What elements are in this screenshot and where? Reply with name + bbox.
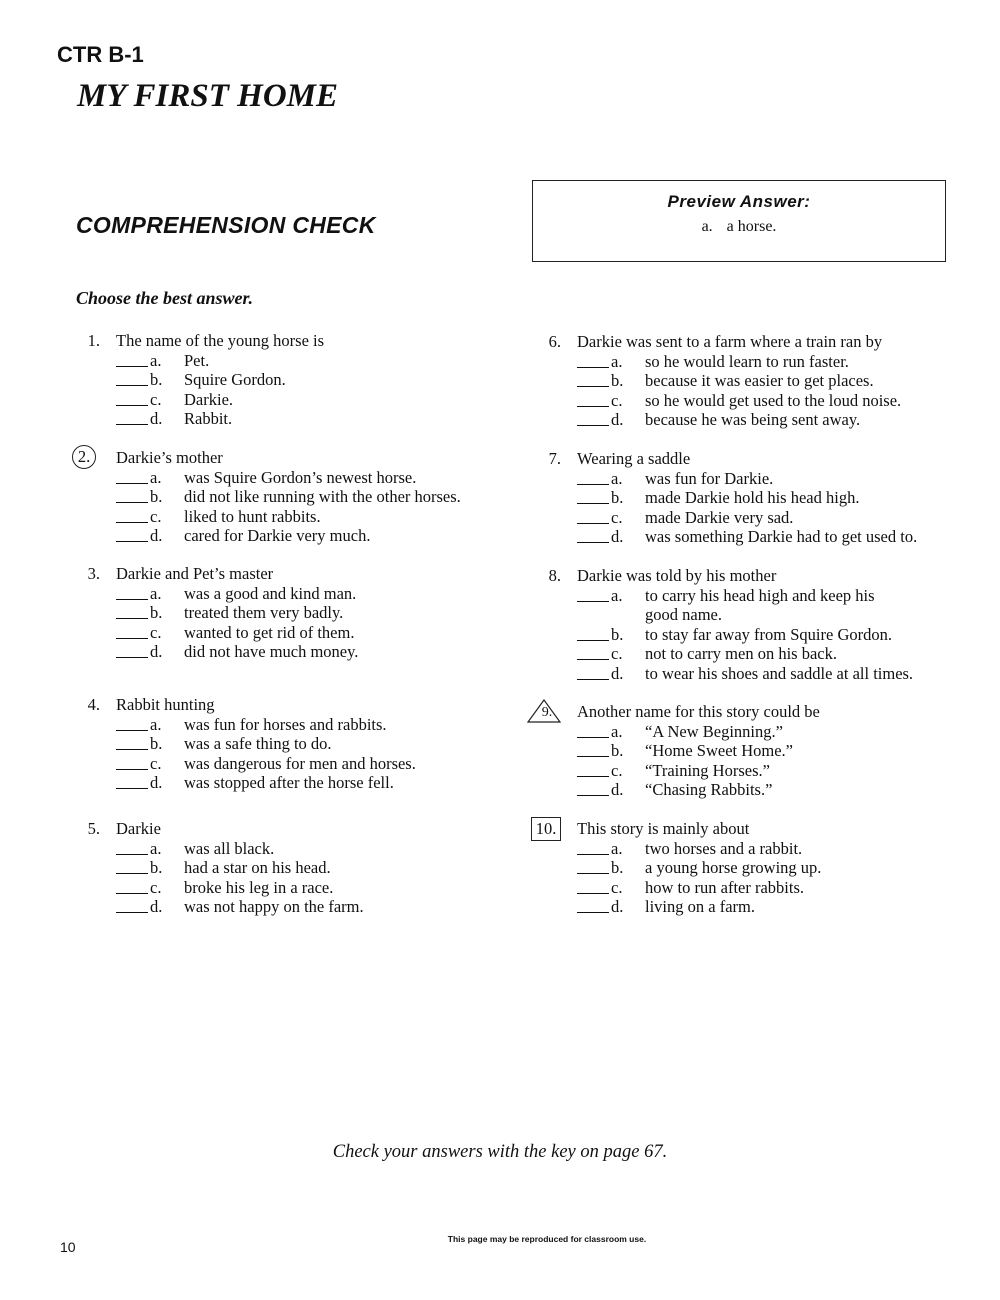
question-stem: Wearing a saddle	[577, 449, 691, 468]
option-c[interactable]	[539, 391, 969, 411]
option-letter: a.	[611, 351, 623, 371]
question-10	[535, 819, 969, 917]
answer-blank[interactable]	[116, 715, 148, 731]
option-letter: d.	[150, 773, 163, 792]
answer-blank[interactable]	[577, 488, 609, 504]
option-text: was not happy on the farm.	[184, 897, 364, 916]
option-letter: c.	[611, 760, 623, 780]
option-d[interactable]	[539, 527, 969, 547]
option-text: made Darkie very sad.	[645, 507, 794, 527]
answer-blank[interactable]	[577, 527, 609, 543]
option-a[interactable]	[78, 351, 508, 371]
answer-blank[interactable]	[577, 371, 609, 387]
question-stem-row	[535, 819, 969, 839]
question-stem-row	[539, 702, 969, 722]
option-d[interactable]	[539, 897, 969, 917]
option-c[interactable]	[78, 754, 508, 774]
question-stem: Darkie	[116, 819, 161, 838]
option-letter: d.	[150, 897, 163, 916]
answer-blank[interactable]	[116, 526, 148, 542]
option-letter: a.	[150, 838, 162, 858]
question-stem-row	[539, 566, 969, 586]
option-letter: b.	[611, 624, 624, 644]
question-stem: Rabbit hunting	[116, 695, 215, 714]
option-d[interactable]	[78, 773, 508, 793]
option-text: not to carry men on his back.	[645, 644, 837, 663]
answer-blank[interactable]	[577, 780, 609, 796]
option-b[interactable]	[78, 603, 508, 623]
question-9	[539, 702, 969, 800]
option-letter: b.	[611, 741, 624, 760]
option-text: how to run after rabbits.	[645, 877, 804, 897]
question-3	[78, 564, 508, 662]
answer-blank[interactable]	[116, 642, 148, 658]
instruction: Choose the best answer.	[76, 288, 254, 308]
option-c[interactable]	[539, 761, 969, 781]
option-a[interactable]	[78, 839, 508, 859]
option-text: had a star on his head.	[184, 858, 331, 877]
question-2	[78, 448, 508, 546]
option-b[interactable]	[539, 741, 969, 761]
option-c[interactable]	[539, 508, 969, 528]
answer-blank[interactable]	[116, 773, 148, 789]
answer-blank[interactable]	[116, 351, 148, 367]
option-text: so he would learn to run faster.	[645, 351, 849, 371]
answer-blank[interactable]	[577, 352, 609, 368]
option-text: was a safe thing to do.	[184, 734, 332, 753]
question-stem: Another name for this story could be	[577, 702, 820, 721]
preview-answer	[533, 218, 945, 236]
option-letter: a.	[611, 721, 623, 741]
option-text: Pet.	[184, 350, 210, 370]
answer-blank[interactable]	[116, 897, 148, 913]
option-letter: d.	[611, 527, 624, 546]
question-number: 7.	[548, 449, 561, 468]
option-text: treated them very badly.	[184, 603, 344, 622]
answer-blank[interactable]	[116, 468, 148, 484]
question-stem: Darkie’s mother	[116, 448, 223, 467]
option-letter: b.	[611, 371, 624, 390]
answer-blank[interactable]	[577, 586, 609, 602]
option-b[interactable]	[539, 488, 969, 508]
reproduce-note: This page may be reproduced for classroom use.	[447, 1234, 647, 1244]
option-letter: c.	[150, 389, 162, 409]
option-letter: d.	[611, 780, 624, 799]
question-number: 9.	[541, 705, 553, 720]
question-stem-row	[78, 331, 508, 351]
question-stem-row	[539, 332, 969, 352]
answer-blank[interactable]	[577, 878, 609, 894]
option-letter: d.	[150, 409, 163, 428]
option-letter: b.	[611, 488, 624, 507]
option-d[interactable]	[78, 409, 508, 429]
option-text: because it was easier to get places.	[645, 371, 874, 390]
option-a[interactable]	[539, 839, 969, 859]
answer-blank[interactable]	[577, 391, 609, 407]
option-letter: b.	[611, 858, 624, 877]
option-letter: d.	[150, 526, 163, 545]
question-stem-row	[539, 449, 969, 469]
question-8	[539, 566, 969, 683]
option-text: cared for Darkie very much.	[184, 526, 371, 545]
option-c[interactable]	[78, 507, 508, 527]
preview-heading: Preview Answer:	[667, 192, 811, 211]
preview-answer-text: a horse.	[726, 218, 777, 235]
question-6	[539, 332, 969, 430]
option-text: Squire Gordon.	[184, 370, 286, 389]
option-text: “Training Horses.”	[645, 760, 770, 780]
series-code: CTR B-1	[57, 42, 144, 67]
option-b[interactable]	[78, 370, 508, 390]
option-letter: b.	[150, 603, 163, 622]
option-text: was Squire Gordon’s newest horse.	[184, 467, 417, 487]
option-text: was stopped after the horse fell.	[184, 773, 394, 792]
option-letter: d.	[611, 410, 624, 429]
answer-blank[interactable]	[577, 722, 609, 738]
option-text: was something Darkie had to get used to.	[645, 527, 918, 546]
option-letter: b.	[150, 487, 163, 506]
option-text: because he was being sent away.	[645, 410, 861, 429]
option-c[interactable]	[78, 878, 508, 898]
option-text: was fun for Darkie.	[645, 468, 774, 488]
option-b[interactable]	[78, 487, 508, 507]
option-letter: c.	[150, 753, 162, 773]
option-a[interactable]	[539, 722, 969, 742]
answer-blank[interactable]	[577, 664, 609, 680]
option-text: Darkie.	[184, 389, 234, 409]
question-stem-row	[78, 819, 508, 839]
option-d[interactable]	[78, 642, 508, 662]
option-d[interactable]	[78, 526, 508, 546]
question-4	[78, 695, 508, 793]
option-text: two horses and a rabbit.	[645, 838, 803, 858]
option-d[interactable]	[539, 410, 969, 430]
question-stem: Darkie was told by his mother	[577, 566, 777, 585]
option-text: to stay far away from Squire Gordon.	[645, 624, 892, 644]
page-number: 10	[60, 1239, 76, 1255]
question-stem-row	[78, 564, 508, 584]
option-b[interactable]	[78, 734, 508, 754]
option-letter: d.	[150, 642, 163, 661]
question-number-triangle	[527, 699, 561, 721]
option-text: was a good and kind man.	[184, 583, 357, 603]
answer-blank[interactable]	[116, 623, 148, 639]
option-letter: d.	[611, 663, 624, 683]
answer-blank[interactable]	[577, 625, 609, 641]
question-stem: This story is mainly about	[577, 819, 750, 838]
answer-blank[interactable]	[577, 761, 609, 777]
option-letter: b.	[150, 734, 163, 753]
option-letter: a.	[611, 585, 623, 605]
option-text: liked to hunt rabbits.	[184, 506, 321, 526]
option-d[interactable]	[78, 897, 508, 917]
option-text: Rabbit.	[184, 409, 233, 428]
option-c[interactable]	[539, 878, 969, 898]
option-letter: d.	[611, 897, 624, 916]
answer-blank[interactable]	[116, 370, 148, 386]
option-a[interactable]	[539, 469, 969, 489]
answer-blank[interactable]	[577, 410, 609, 426]
option-letter: a.	[611, 838, 623, 858]
option-b[interactable]	[539, 625, 969, 645]
answer-blank[interactable]	[577, 839, 609, 855]
question-number: 6.	[548, 332, 561, 351]
answer-blank[interactable]	[116, 858, 148, 874]
answer-blank[interactable]	[116, 584, 148, 600]
question-number: 1.	[87, 331, 100, 350]
option-text: did not like running with the other horses.	[184, 487, 461, 506]
answer-key-note: Check your answers with the key on page 67.	[332, 1142, 668, 1162]
option-a[interactable]	[78, 715, 508, 735]
question-number: 4.	[87, 695, 100, 714]
option-a[interactable]	[539, 586, 969, 606]
question-number-boxed: 10.	[531, 817, 561, 841]
option-letter: c.	[150, 506, 162, 526]
option-letter: c.	[150, 622, 162, 642]
answer-blank[interactable]	[116, 487, 148, 503]
answer-blank[interactable]	[116, 839, 148, 855]
option-letter: c.	[611, 507, 623, 527]
answer-blank[interactable]	[116, 878, 148, 894]
option-letter: c.	[611, 390, 623, 410]
option-c[interactable]	[78, 390, 508, 410]
answer-blank[interactable]	[116, 507, 148, 523]
answer-blank[interactable]	[116, 603, 148, 619]
option-a[interactable]	[539, 352, 969, 372]
option-c[interactable]	[78, 623, 508, 643]
option-text: a young horse growing up.	[645, 858, 822, 877]
answer-blank[interactable]	[577, 508, 609, 524]
option-b[interactable]	[539, 858, 969, 878]
option-text: “A New Beginning.”	[645, 721, 783, 741]
option-letter: b.	[150, 858, 163, 877]
option-text: did not have much money.	[184, 642, 359, 661]
question-number: 5.	[87, 819, 100, 838]
option-letter: a.	[150, 467, 162, 487]
answer-blank[interactable]	[116, 390, 148, 406]
option-text: to carry his head high and keep his	[645, 585, 875, 605]
answer-blank[interactable]	[577, 897, 609, 913]
option-text: “Home Sweet Home.”	[645, 741, 793, 760]
option-text: was fun for horses and rabbits.	[184, 714, 387, 734]
option-a[interactable]	[78, 584, 508, 604]
option-text: “Chasing Rabbits.”	[645, 780, 773, 799]
option-letter: c.	[611, 644, 623, 663]
option-text: was all black.	[184, 838, 275, 858]
option-text-continued: good name.	[645, 605, 722, 624]
option-c[interactable]	[539, 644, 969, 664]
answer-blank[interactable]	[577, 858, 609, 874]
page-title: MY FIRST HOME	[77, 78, 339, 114]
question-number: 3.	[87, 564, 100, 583]
question-number: 8.	[548, 566, 561, 585]
option-text: was dangerous for men and horses.	[184, 753, 416, 773]
question-number-circled: 2.	[72, 445, 96, 469]
question-stem: The name of the young horse is	[116, 331, 325, 350]
option-b[interactable]	[78, 858, 508, 878]
option-text: wanted to get rid of them.	[184, 622, 355, 642]
question-7	[539, 449, 969, 547]
answer-blank[interactable]	[577, 644, 609, 660]
question-stem-row	[78, 448, 508, 468]
question-5	[78, 819, 508, 917]
question-stem: Darkie was sent to a farm where a train ran by	[577, 332, 883, 351]
option-letter: a.	[150, 714, 162, 734]
option-d[interactable]	[539, 780, 969, 800]
answer-blank[interactable]	[116, 754, 148, 770]
preview-answer-letter: a.	[701, 218, 713, 235]
option-letter: a.	[611, 468, 623, 488]
question-stem-row	[78, 695, 508, 715]
preview-answer-box	[532, 180, 946, 262]
option-text: to wear his shoes and saddle at all times.	[645, 663, 914, 683]
option-text: so he would get used to the loud noise.	[645, 390, 902, 410]
option-letter: c.	[611, 877, 623, 897]
question-1	[78, 331, 508, 429]
answer-blank[interactable]	[116, 734, 148, 750]
answer-blank[interactable]	[116, 409, 148, 425]
option-text: broke his leg in a race.	[184, 877, 334, 897]
option-b[interactable]	[539, 371, 969, 391]
option-text: made Darkie hold his head high.	[645, 488, 860, 507]
option-a-continued	[539, 605, 969, 625]
option-letter: c.	[150, 877, 162, 897]
answer-blank[interactable]	[577, 469, 609, 485]
option-text: living on a farm.	[645, 897, 755, 916]
option-letter: a.	[150, 350, 162, 370]
question-stem: Darkie and Pet’s master	[116, 564, 274, 583]
option-d[interactable]	[539, 664, 969, 684]
option-a[interactable]	[78, 468, 508, 488]
option-letter: a.	[150, 583, 162, 603]
option-letter: b.	[150, 370, 163, 389]
answer-blank[interactable]	[577, 741, 609, 757]
section-heading: COMPREHENSION CHECK	[76, 212, 376, 238]
